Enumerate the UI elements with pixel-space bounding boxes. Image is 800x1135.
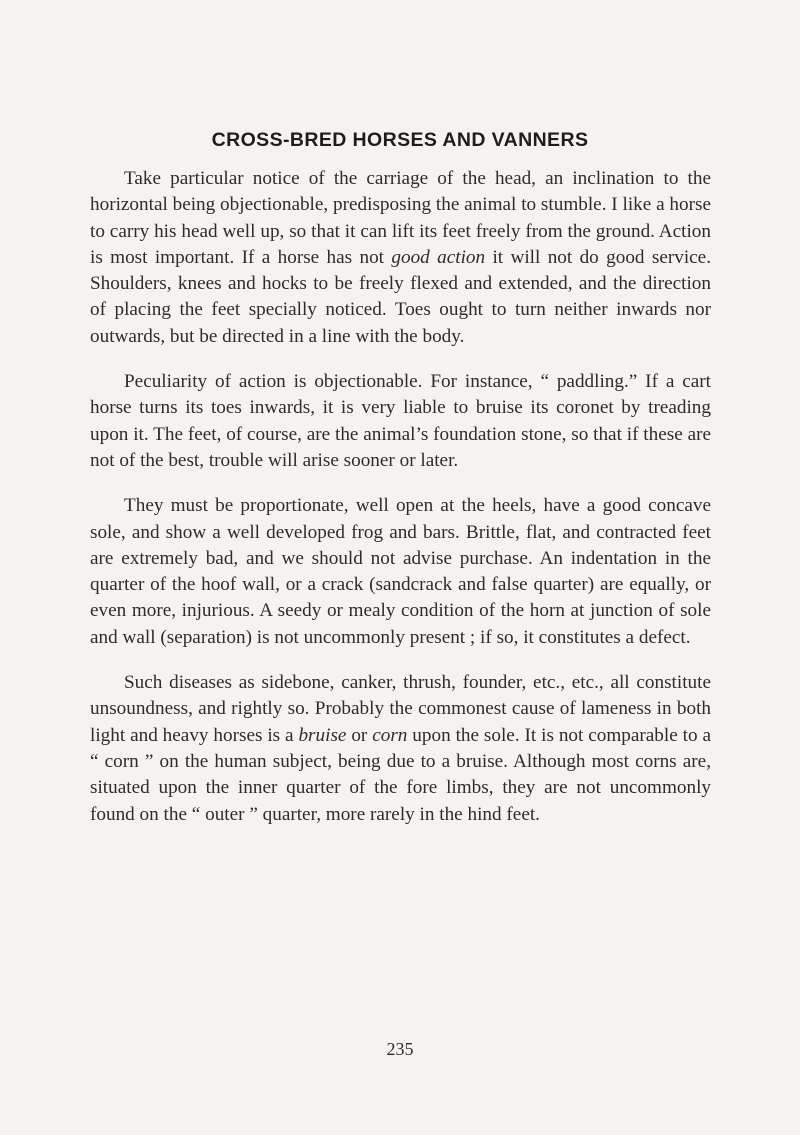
paragraph-text: Take particular notice of the carriage of the head, an inclination to the horizontal being objectionable, predisposing the animal to stumble. I like a horse to carry his head well up, so that it can lift its feet freely from the ground. Action is most important. If a horse has not [90,168,711,268]
paragraph-text: Such diseases as sidebone, canker, thrush, founder, etc., etc., all constitute unsoundness, and rightly so. Probably the commonest cause of lameness in both light and heavy horses is a [90,672,711,746]
paragraph-text: They must be proportionate, well open at the heels, have a good concave sole, and show a well developed frog and bars. Brittle, flat, and contracted feet are extremely bad, and we should not advise purchase. An indentation in the quarter of the hoof wall, or a crack (sandcrack and false quarter) are equally, or even more, injurious. A seedy or mealy condition of the horn at junction of sole and wall (separation) is not uncommonly present ; if so, it constitutes a defect. [90,495,711,648]
paragraph-text: it will not do good service. Shoulders, knees and hocks to be freely flexed and extended, and the direction of placing the feet specially noticed. Toes ought to turn neither inwards nor outwards, but be directed in a line with the body. [90,246,711,347]
paragraph-text: upon the sole. It is not comparable to a “ corn ” on the human subject, being due to a bruise. Although most corns are, situated upon the inner quarter of the fore limbs, they are not uncommonly found on the “ outer ” quarter, more rarely in the hind feet. [90,724,711,825]
page-number: 235 [386,1039,414,1059]
running-head-title: CROSS-BRED HORSES AND VANNERS [211,129,589,151]
paragraph [90,493,711,651]
paragraph-text: Peculiarity of action is objectionable. For instance, “ paddling.” If a cart horse turns its toes inwards, it is very liable to bruise its coronet by treading upon it. The feet, of course, are the animal’s foundation stone, so that if these are not of the best, trouble will arise sooner or later. [90,371,711,471]
italic-phrase: good action [391,246,486,268]
italic-phrase: bruise [298,724,347,746]
body-text [90,166,711,828]
italic-phrase: corn [372,724,408,746]
paragraph [90,670,711,828]
paragraph [90,369,711,474]
paragraph [90,166,711,350]
paragraph-text: or [346,724,373,746]
